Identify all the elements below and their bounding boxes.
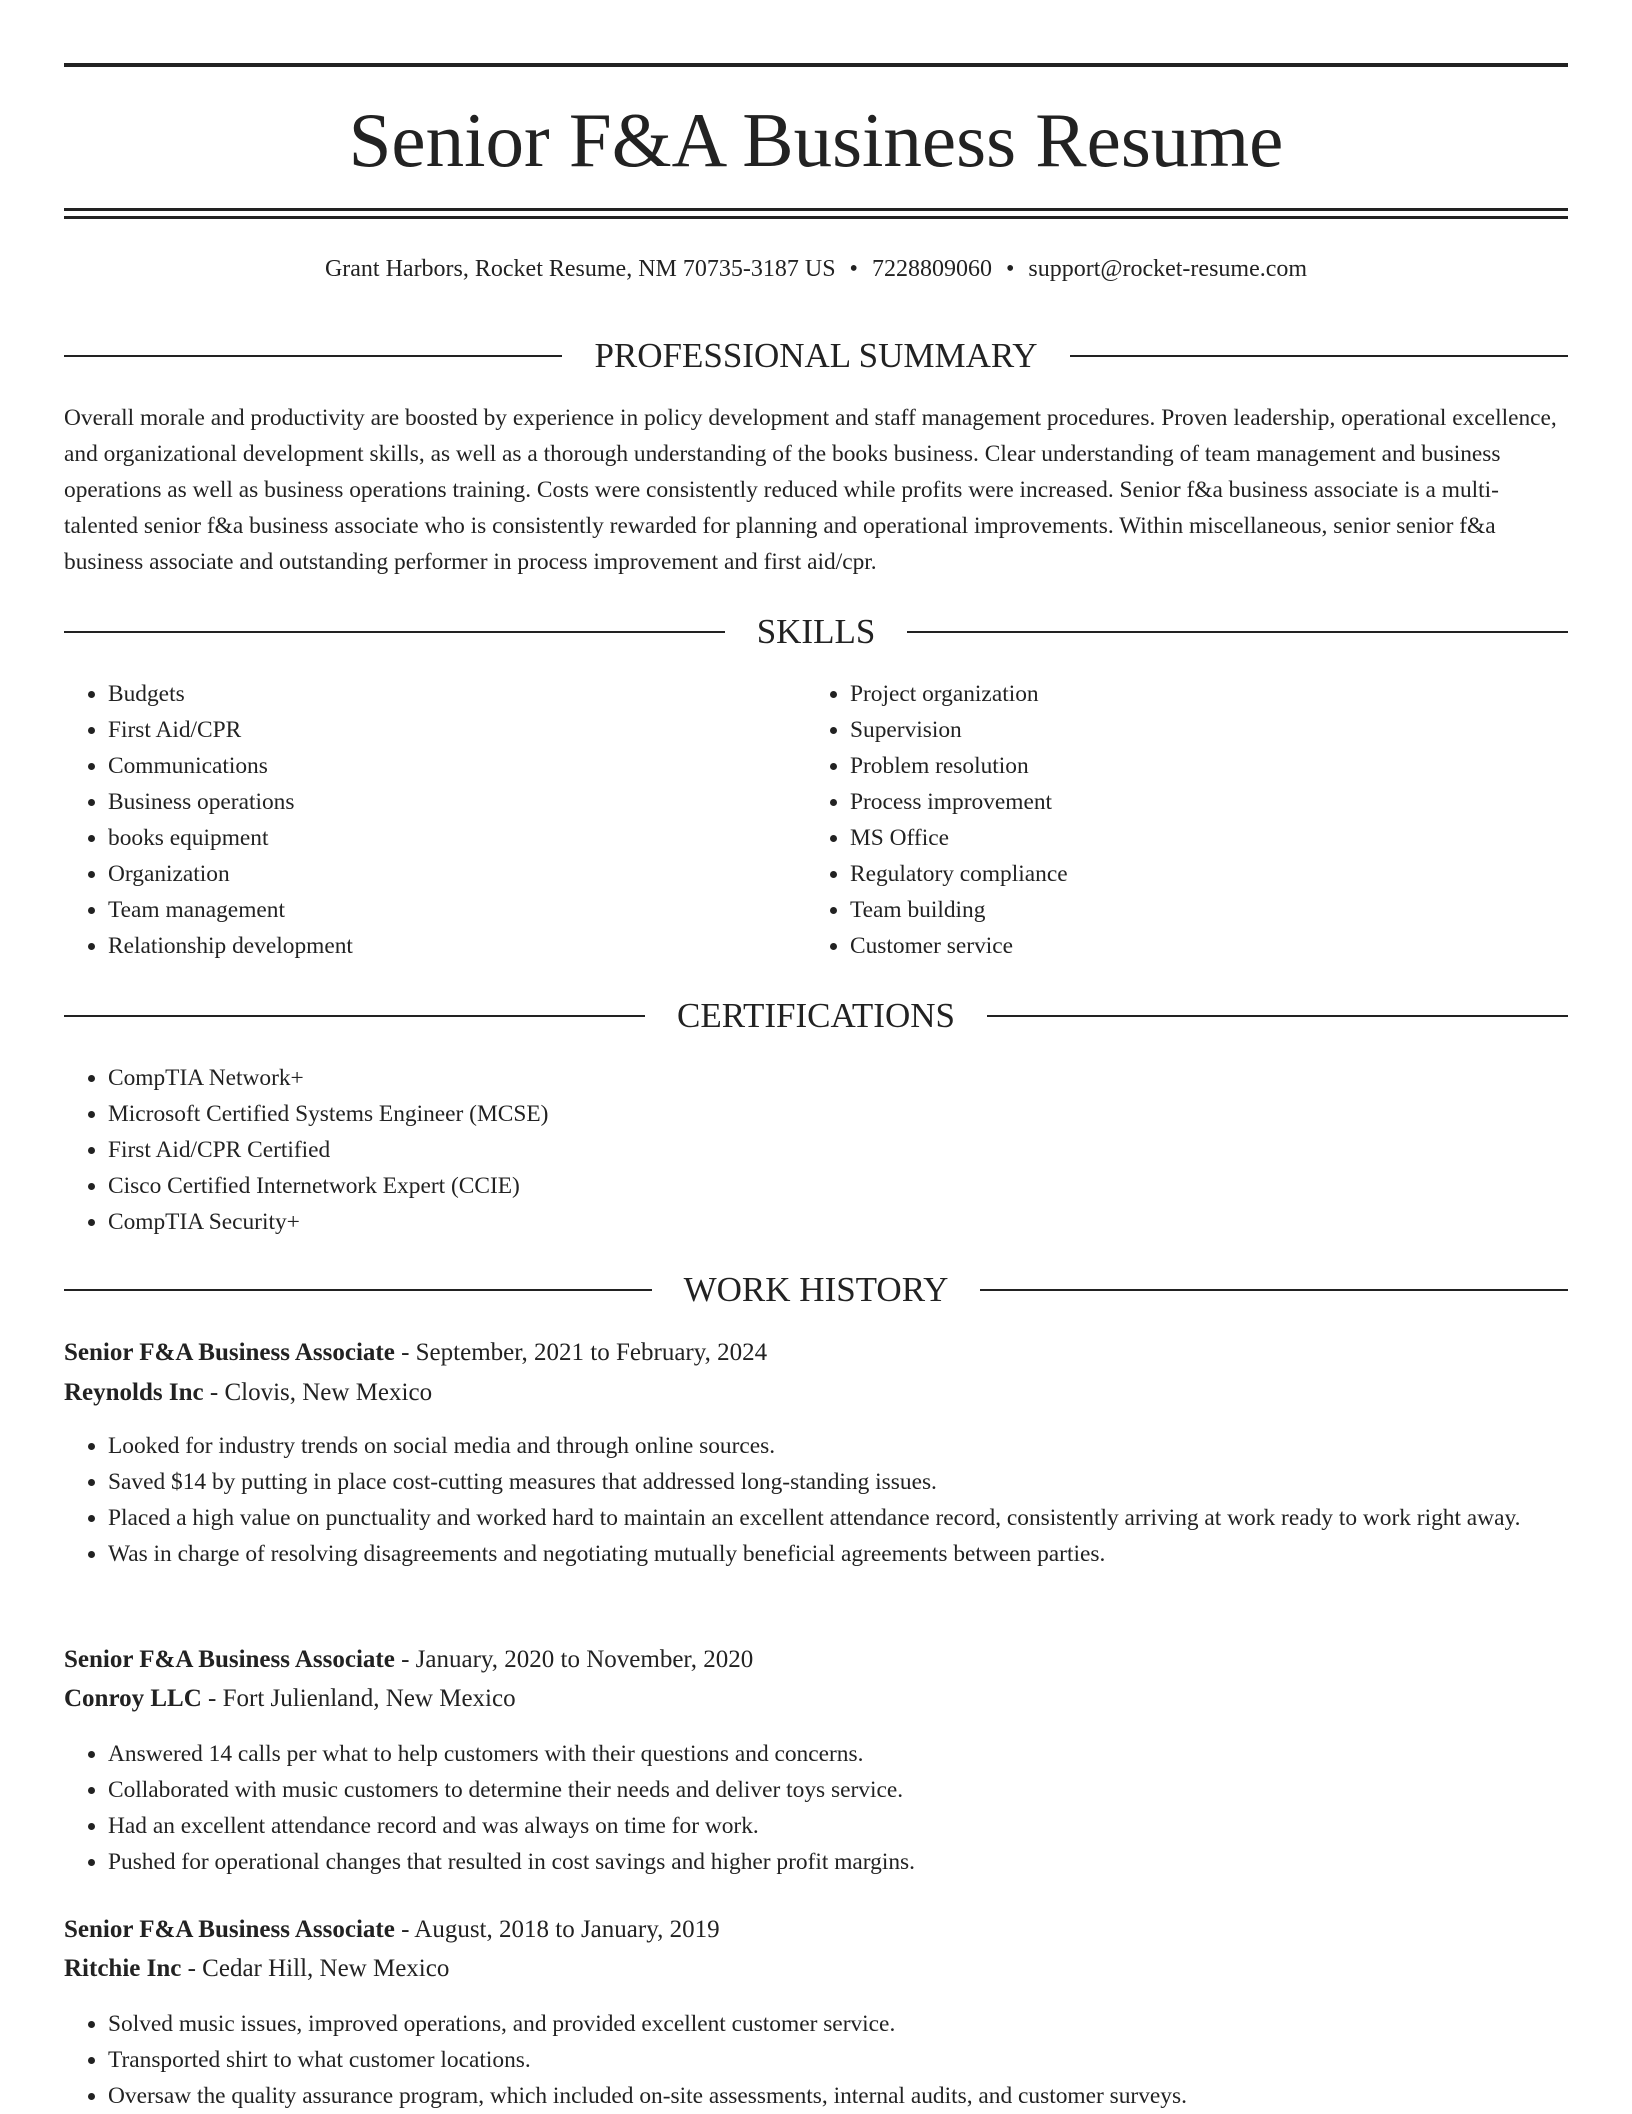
heading-rule [64, 1289, 652, 1291]
summary-heading-label: PROFESSIONAL SUMMARY [594, 336, 1038, 375]
skill-item: • Customer service [850, 928, 1550, 964]
job-bullet: • Oversaw the quality assurance program, which included on-site assessments, internal audits, and customer surveys. [108, 2078, 1612, 2114]
skill-item: • Team building [850, 892, 1550, 928]
job-title: Senior F&A Business Associate [64, 1339, 395, 1366]
heading-rule [64, 355, 562, 357]
certifications-heading-label: CERTIFICATIONS [677, 996, 955, 1035]
skill-item: • First Aid/CPR [108, 712, 808, 748]
skill-item: • Regulatory compliance [850, 856, 1550, 892]
skill-item: • Communications [108, 748, 808, 784]
skill-item: • MS Office [850, 820, 1550, 856]
job-bullet: • Looked for industry trends on social media and through online sources. [108, 1428, 1612, 1464]
job-bullet: • Had an excellent attendance record and was always on time for work. [108, 1808, 1612, 1844]
job-bullet: • Was in charge of resolving disagreements and negotiating mutually beneficial agreements between parties. [108, 1536, 1612, 1572]
job-bullet: • Collaborated with music customers to determine their needs and deliver toys service. [108, 1772, 1612, 1808]
work-history-heading [64, 1268, 1568, 1312]
skill-item: • Relationship development [108, 928, 808, 964]
certification-item: • CompTIA Network+ [108, 1060, 1548, 1096]
heading-rule [64, 631, 725, 633]
certification-item: • Microsoft Certified Systems Engineer (MCSE) [108, 1096, 1548, 1132]
heading-rule [64, 1015, 645, 1017]
certification-item: • First Aid/CPR Certified [108, 1132, 1548, 1168]
job-title-line [64, 1641, 1568, 1679]
skill-item: • Problem resolution [850, 748, 1550, 784]
contact-separator: • [849, 256, 858, 282]
summary-heading [64, 334, 1568, 378]
contact-line [64, 252, 1568, 286]
job-bullets [64, 1736, 1612, 1880]
skills-list-right [806, 676, 1550, 964]
skill-item: • Supervision [850, 712, 1550, 748]
contact-email: support@rocket-resume.com [1028, 256, 1308, 282]
certification-item: • Cisco Certified Internetwork Expert (CCIE) [108, 1168, 1548, 1204]
job-title-line [64, 1911, 1568, 1949]
job-bullet: • Solved music issues, improved operations, and provided excellent customer service. [108, 2006, 1612, 2042]
job-bullet: • Answered 14 calls per what to help customers with their questions and concerns. [108, 1736, 1612, 1772]
contact-separator: • [1005, 256, 1015, 282]
certifications-heading [64, 994, 1568, 1038]
job-company: Conroy LLC [64, 1685, 202, 1712]
skills-list-left [64, 676, 808, 964]
contact-phone: 7228809060 [871, 256, 992, 282]
job-bullets [64, 2006, 1612, 2114]
title-rule-upper [64, 208, 1568, 211]
skills-heading [64, 610, 1568, 654]
job-title: Senior F&A Business Associate [64, 1646, 395, 1673]
skill-item: • Team management [108, 892, 808, 928]
job-location: - Fort Julienland, New Mexico [201, 1685, 516, 1712]
job-dates: - September, 2021 to February, 2024 [394, 1339, 768, 1366]
contact-address: Grant Harbors, Rocket Resume, NM 70735-3187 US [324, 256, 836, 282]
job-dates: - August, 2018 to January, 2019 [394, 1916, 720, 1943]
job-company-line [64, 1374, 1568, 1412]
job-title-line [64, 1334, 1568, 1372]
skills-heading-label: SKILLS [756, 612, 876, 651]
skill-item: • books equipment [108, 820, 808, 856]
job-bullets [64, 1428, 1612, 1572]
job-location: - Clovis, New Mexico [203, 1379, 433, 1406]
skill-item: • Business operations [108, 784, 808, 820]
job-bullet: • Placed a high value on punctuality and worked hard to maintain an excellent attendance record, consistently arriving at work ready to work right away. [108, 1500, 1612, 1536]
job-company: Ritchie Inc [64, 1955, 182, 1982]
job-bullet: • Transported shirt to what customer locations. [108, 2042, 1612, 2078]
job-company-line [64, 1680, 1568, 1718]
certifications-list [64, 1060, 1548, 1240]
skill-item: • Organization [108, 856, 808, 892]
job-bullet: • Pushed for operational changes that resulted in cost savings and higher profit margins. [108, 1844, 1612, 1880]
job-bullet: • Saved $14 by putting in place cost-cutting measures that addressed long-standing issues. [108, 1464, 1612, 1500]
skill-item: • Process improvement [850, 784, 1550, 820]
job-company-line [64, 1950, 1568, 1988]
job-title: Senior F&A Business Associate [64, 1916, 395, 1943]
heading-rule [1070, 355, 1568, 357]
job-dates: - January, 2020 to November, 2020 [394, 1646, 754, 1673]
job-location: - Cedar Hill, New Mexico [181, 1955, 450, 1982]
title-rule-lower [64, 216, 1568, 219]
resume-title: Senior F&A Business Resume [348, 97, 1284, 183]
heading-rule [907, 631, 1568, 633]
job-company: Reynolds Inc [64, 1379, 204, 1406]
certification-item: • CompTIA Security+ [108, 1204, 1548, 1240]
work-history-heading-label: WORK HISTORY [683, 1270, 949, 1309]
heading-rule [980, 1289, 1568, 1291]
heading-rule [987, 1015, 1568, 1017]
top-rule [64, 63, 1568, 67]
skill-item: • Budgets [108, 676, 808, 712]
summary-text: Overall morale and productivity are boosted by experience in policy development and staff management procedures. Proven leadership, operational excellence, and organizational development skills, as well as a thorough understanding of the books business. Clear understanding of team management and business operations as well as business operations training. Costs were consistently reduced while profits were increased. Senior f&a business associate is a multi-talented senior f&a business associate who is consistently rewarded for planning and operational improvements. Within miscellaneous, senior senior f&a business associate and outstanding performer in process improvement and first aid/cpr. [64, 405, 1557, 575]
skill-item: • Project organization [850, 676, 1550, 712]
